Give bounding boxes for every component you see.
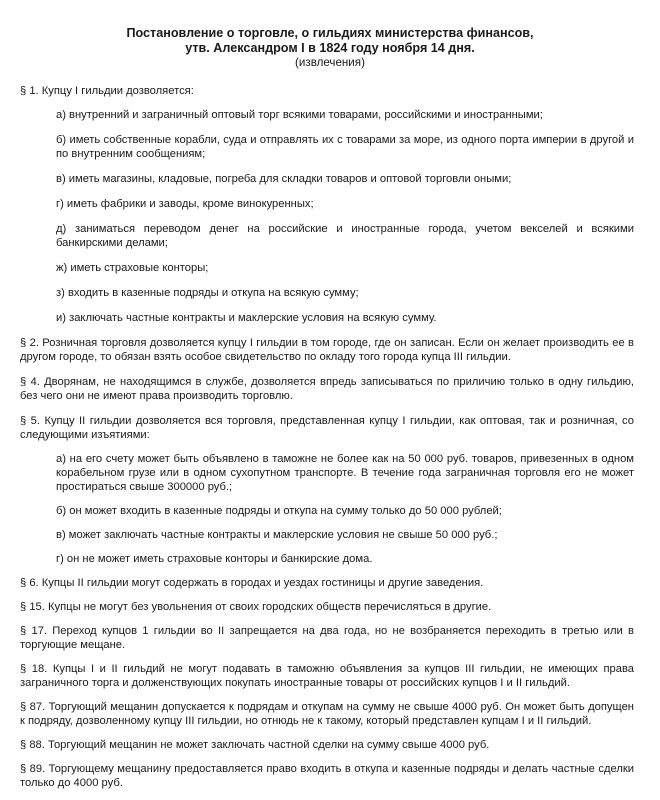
section-1-item-z: з) входить в казенные подряды и откупа на всякую сумму; [56, 287, 359, 299]
section-18: § 18. Купцы I и II гильдий не могут подавать в таможню объявления за купцов III гильдии, не имеющих права заграничного торга и долженствующих покупать иностранные товары от российских купцов I и II гильдий. [20, 663, 634, 689]
document-title-line-2: утв. Александром I в 1824 году ноября 14 дня. [185, 41, 475, 55]
section-15: § 15. Купцы не могут без увольнения от своих городских обществ перечисляться в другие. [20, 601, 492, 613]
section-5-item-g: г) он не может иметь страховые конторы и банкирские дома. [56, 553, 373, 565]
section-17: § 17. Переход купцов 1 гильдии во II запрещается на два года, но не возбраняется переходить в третью или в торгующие мещане. [20, 625, 634, 651]
section-1-item-zh: ж) иметь страховые конторы; [56, 262, 209, 274]
section-6: § 6. Купцы II гильдии могут содержать в городах и уездах гостиницы и другие заведения. [20, 577, 484, 589]
section-1-item-a: а) внутренний и заграничный оптовый торг всякими товарами, российскими и иностранными; [56, 109, 543, 121]
section-89: § 89. Торгующему мещанину предоставляется право входить в откупа и казенные подряды и делать частные сделки только до 4000 руб. [20, 763, 634, 789]
section-1-item-b: б) иметь собственные корабли, суда и отправлять их с товарами за море, из одного порта империи в другой и по внутренним сообщениям; [56, 134, 634, 160]
document-subtitle: (извлечения) [295, 56, 365, 69]
section-5-item-a: а) на его счету может быть объявлено в таможне не более как на 50 000 руб. товаров, привезенных в одном корабельном грузе или в одном сухопутном транспорте. В течение года заграничная торговля его не может простираться свыше 300000 руб.; [56, 453, 634, 493]
section-1-item-i: и) заключать частные контракты и маклерские условия на всякую сумму. [56, 312, 437, 324]
document-title-line-1: Постановление о торговле, о гильдиях министерства финансов, [126, 26, 534, 40]
section-1-heading: § 1. Купцу I гильдии дозволяется: [20, 85, 194, 97]
section-5-item-v: в) может заключать частные контракты и маклерские условия не свыше 50 000 руб.; [56, 529, 498, 541]
section-2: § 2. Розничная торговля дозволяется купцу I гильдии в том городе, где он записан. Если он желает производить ее в другом городе, то обязан взять особое свидетельство по окладу того города купца III гильдии. [20, 337, 634, 363]
section-88: § 88. Торгующий мещанин не может заключать частной сделки на сумму свыше 4000 руб. [20, 739, 490, 751]
section-1-item-g: г) иметь фабрики и заводы, кроме винокуренных; [56, 198, 314, 210]
section-87: § 87. Торгующий мещанин допускается к подрядам и откупам на сумму не свыше 4000 руб. Он может быть допущен к подряду, дозволенному купцу III гильдии, но отнюдь не к такому, который представлен купцам I и II гильдий. [20, 701, 634, 727]
section-1-item-d: д) заниматься переводом денег на российские и иностранные города, учетом векселей и всякими банкирскими делами; [56, 223, 634, 249]
section-4: § 4. Дворянам, не находящимся в службе, дозволяется впредь записываться по приличию только в одну гильдию, без чего они не имеют права производить торговлю. [20, 376, 634, 402]
section-1-item-v: в) иметь магазины, кладовые, погреба для складки товаров и оптовой торговли оными; [56, 173, 512, 185]
section-5-heading: § 5. Купцу II гильдии дозволяется вся торговля, представленная купцу I гильдии, как оптовая, так и розничная, со следующими изъятиями: [20, 415, 634, 441]
section-5-item-b: б) он может входить в казенные подряды и откупа на сумму только до 50 000 рублей; [56, 505, 502, 517]
